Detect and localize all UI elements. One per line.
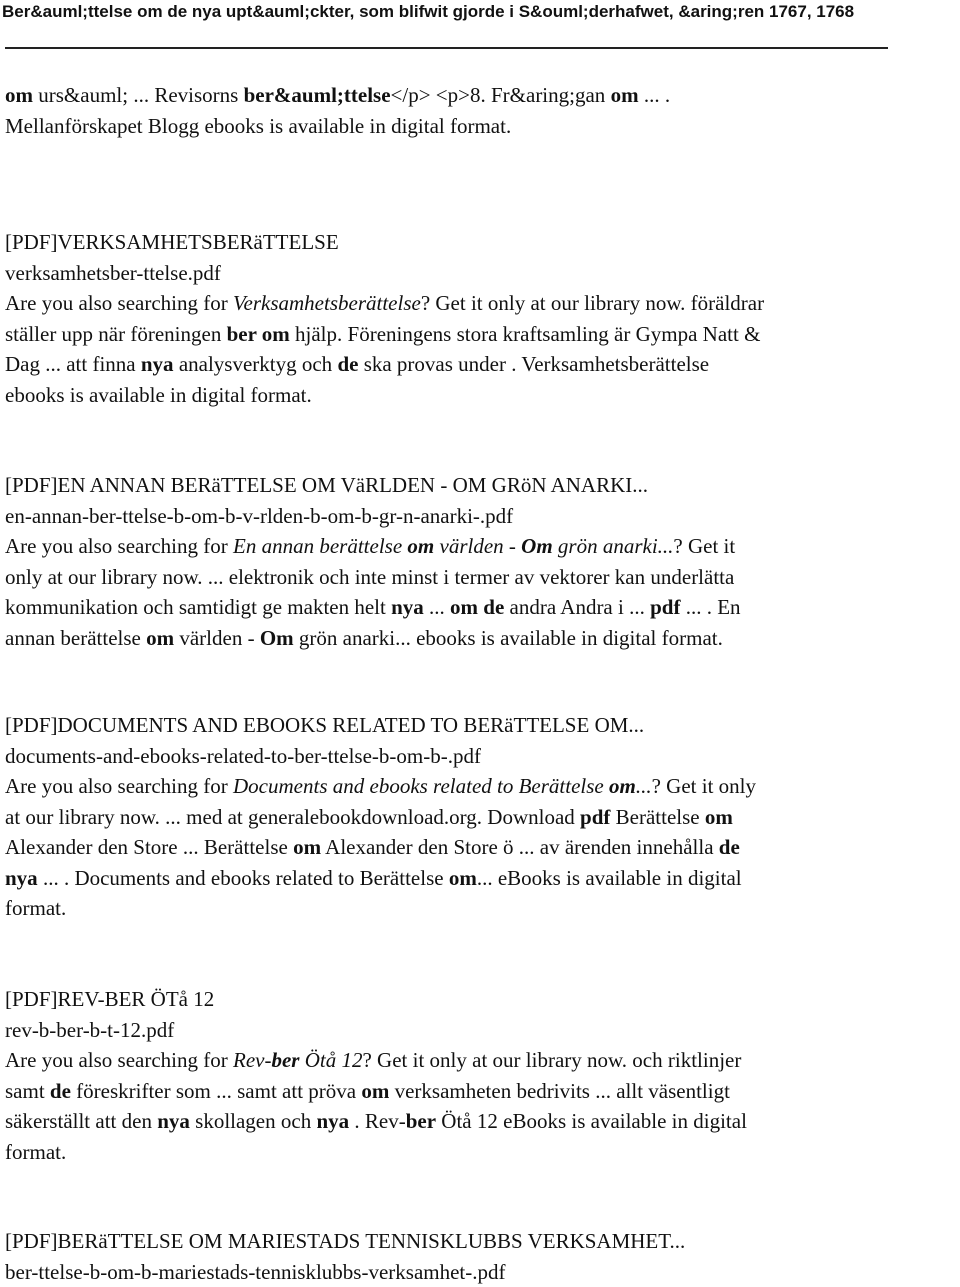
snippet-text: ? Get it only at our library now. och riktlinjer xyxy=(362,1048,741,1072)
header-divider xyxy=(5,47,888,49)
snippet-line xyxy=(5,893,905,924)
snippet-highlight: ber xyxy=(271,1048,299,1072)
snippet-text: ... . En xyxy=(680,595,740,619)
snippet-text: ? Get it only at our library now. föräldrar xyxy=(421,291,764,315)
snippet-highlight: om xyxy=(705,805,733,829)
snippet-highlight: om xyxy=(449,866,477,890)
snippet-text: only at our library now. ... elektronik och inte minst i termer av vektorer kan underlätta xyxy=(5,565,734,589)
snippet-highlight: om de xyxy=(450,595,504,619)
snippet-line xyxy=(5,592,905,623)
snippet-text: format. xyxy=(5,1140,66,1164)
snippet-highlight: om xyxy=(5,83,33,107)
snippet-text: Are you also searching for xyxy=(5,534,233,558)
snippet-highlight: Ötå 12 xyxy=(299,1048,362,1072)
snippet-text: at our library now. ... med at generalebookdownload.org. Download xyxy=(5,805,580,829)
result-title-link[interactable]: [PDF]DOCUMENTS AND EBOOKS RELATED TO BERäTTELSE OM... xyxy=(5,710,905,741)
snippet-text: </p> <p>8. Fr&aring;gan xyxy=(391,83,611,107)
snippet-text: andra Andra i ... xyxy=(504,595,650,619)
snippet-line xyxy=(5,1045,905,1076)
snippet-text: världen - xyxy=(174,626,260,650)
snippet-highlight: om xyxy=(609,774,636,798)
snippet-highlight: de xyxy=(719,835,740,859)
snippet-text: skollagen och xyxy=(190,1109,317,1133)
snippet-text: ? Get it xyxy=(673,534,735,558)
snippet-highlight: Documents and ebooks related to Berättelse xyxy=(233,774,609,798)
result-title-link[interactable]: [PDF]EN ANNAN BERäTTELSE OM VäRLDEN - OM GRöN ANARKI... xyxy=(5,470,905,501)
snippet-text: Are you also searching for xyxy=(5,1048,233,1072)
snippet-highlight: grön anarki... xyxy=(553,534,674,558)
snippet-line xyxy=(5,802,905,833)
snippet-line xyxy=(5,832,905,863)
snippet-line xyxy=(5,531,905,562)
snippet-line xyxy=(5,771,905,802)
snippet-text: Ötå 12 eBooks is available in digital xyxy=(436,1109,747,1133)
snippet-text: ... . xyxy=(639,83,671,107)
search-result xyxy=(5,227,905,410)
result-title-link[interactable]: [PDF]BERäTTELSE OM MARIESTADS TENNISKLUBBS VERKSAMHET... xyxy=(5,1226,905,1257)
snippet-text: säkerställt att den xyxy=(5,1109,157,1133)
result-filename: rev-b-ber-b-t-12.pdf xyxy=(5,1015,905,1046)
snippet-line xyxy=(5,562,905,593)
snippet-text: . Rev- xyxy=(349,1109,406,1133)
snippet-highlight: ber&auml;ttelse xyxy=(244,83,391,107)
snippet-text: kommunikation och samtidigt ge makten helt xyxy=(5,595,391,619)
snippet-text: analysverktyg och xyxy=(174,352,338,376)
snippet-highlight: Rev- xyxy=(233,1048,271,1072)
result-filename: en-annan-ber-ttelse-b-om-b-v-rlden-b-om-b-gr-n-anarki-.pdf xyxy=(5,501,905,532)
snippet-highlight: om xyxy=(293,835,321,859)
snippet-text: hjälp. Föreningens stora kraftsamling är Gympa Natt & xyxy=(290,322,761,346)
snippet-highlight: nya xyxy=(391,595,424,619)
snippet-highlight: om xyxy=(361,1079,389,1103)
snippet-text: Alexander den Store ... Berättelse xyxy=(5,835,293,859)
snippet-text: annan berättelse xyxy=(5,626,146,650)
snippet-line xyxy=(5,623,905,654)
snippet-highlight: ber xyxy=(406,1109,436,1133)
snippet-text: ... . Documents and ebooks related to Berättelse xyxy=(38,866,449,890)
page-header-title: Ber&auml;ttelse om de nya upt&auml;ckter, som blifwit gjorde i S&ouml;derhafwet, &aring;ren 1767, 1768 xyxy=(2,0,960,26)
snippet-line xyxy=(5,319,905,350)
snippet-highlight: pdf xyxy=(650,595,680,619)
snippet-line xyxy=(5,1076,905,1107)
snippet-text: Are you also searching for xyxy=(5,774,233,798)
snippet-line xyxy=(5,380,905,411)
search-result xyxy=(5,1226,905,1287)
snippet-highlight: nya xyxy=(157,1109,190,1133)
snippet-highlight: om xyxy=(407,534,434,558)
snippet-text: ställer upp när föreningen xyxy=(5,322,227,346)
result-snippet xyxy=(5,1045,905,1167)
snippet-text: verksamheten bedrivits ... allt väsentligt xyxy=(389,1079,730,1103)
snippet-text: ... xyxy=(424,595,450,619)
snippet-highlight: världen - xyxy=(434,534,521,558)
snippet-text: Are you also searching for xyxy=(5,291,233,315)
snippet-line xyxy=(5,863,905,894)
snippet-line xyxy=(5,288,905,319)
snippet-text: Dag ... att finna xyxy=(5,352,141,376)
snippet-highlight: om xyxy=(611,83,639,107)
snippet-text: urs&auml; ... Revisorns xyxy=(33,83,244,107)
snippet-line xyxy=(5,1106,905,1137)
result-snippet xyxy=(5,288,905,410)
snippet-highlight: Om xyxy=(260,626,294,650)
snippet-text: samt xyxy=(5,1079,50,1103)
snippet-line xyxy=(5,1137,905,1168)
snippet-highlight: nya xyxy=(141,352,174,376)
snippet-line xyxy=(5,349,905,380)
snippet-highlight: om xyxy=(146,626,174,650)
snippet-highlight: ... xyxy=(636,774,652,798)
result-title-link[interactable]: [PDF]REV-BER ÖTå 12 xyxy=(5,984,905,1015)
snippet-text: Mellanförskapet Blogg ebooks is available in digital format. xyxy=(5,114,511,138)
snippet-text: Alexander den Store ö ... av ärenden innehålla xyxy=(321,835,719,859)
search-result xyxy=(5,710,905,924)
snippet-line xyxy=(5,111,905,142)
snippet-text: ... eBooks is available in digital xyxy=(477,866,742,890)
snippet-line xyxy=(5,80,905,111)
search-result xyxy=(5,984,905,1167)
snippet-text: ska provas under . Verksamhetsberättelse xyxy=(358,352,709,376)
result-snippet xyxy=(5,771,905,924)
result-filename: verksamhetsber-ttelse.pdf xyxy=(5,258,905,289)
result-filename: ber-ttelse-b-om-b-mariestads-tennisklubbs-verksamhet-.pdf xyxy=(5,1257,905,1287)
snippet-text: föreskrifter som ... samt att pröva xyxy=(71,1079,361,1103)
snippet-highlight: de xyxy=(50,1079,71,1103)
snippet-highlight: ber om xyxy=(227,322,290,346)
result-filename: documents-and-ebooks-related-to-ber-ttelse-b-om-b-.pdf xyxy=(5,741,905,772)
snippet-text: grön anarki... ebooks is available in digital format. xyxy=(294,626,723,650)
snippet-highlight: En annan berättelse xyxy=(233,534,407,558)
snippet-text: ebooks is available in digital format. xyxy=(5,383,312,407)
snippet-highlight: Om xyxy=(521,534,553,558)
snippet-text: Berättelse xyxy=(610,805,704,829)
snippet-highlight: pdf xyxy=(580,805,610,829)
snippet-highlight: Verksamhetsberättelse xyxy=(233,291,421,315)
intro-snippet xyxy=(5,80,905,141)
snippet-highlight: nya xyxy=(5,866,38,890)
search-result xyxy=(5,470,905,653)
snippet-highlight: de xyxy=(337,352,358,376)
snippet-highlight: nya xyxy=(316,1109,349,1133)
snippet-text: format. xyxy=(5,896,66,920)
snippet-text: ? Get it only xyxy=(652,774,756,798)
result-snippet xyxy=(5,531,905,653)
result-title-link[interactable]: [PDF]VERKSAMHETSBERäTTELSE xyxy=(5,227,905,258)
